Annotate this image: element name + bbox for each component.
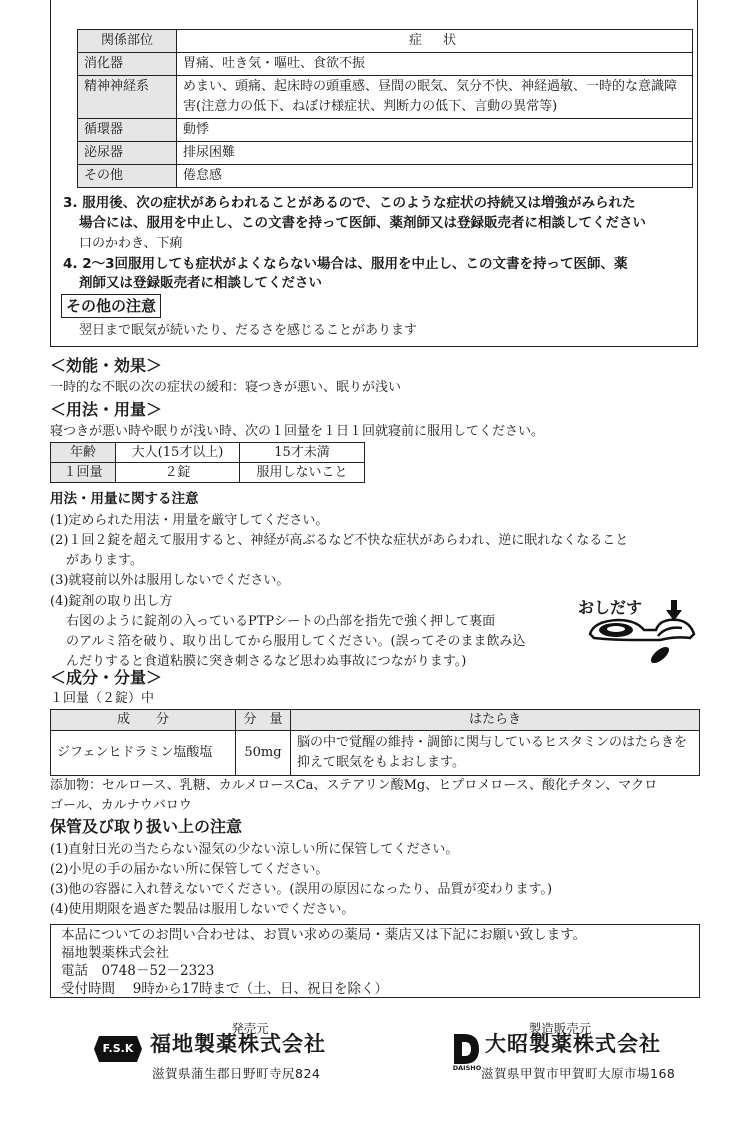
daisho-logo-icon (452, 1033, 482, 1065)
fsk-logo-text: F.S.K (102, 1042, 134, 1055)
dosage-row-age (51, 443, 365, 463)
ingredients-header-row (51, 710, 700, 731)
side-effect-part: 精神神経系 (78, 76, 177, 119)
side-effect-symptom: 胃痛、吐き気・嘔吐、食欲不振 (177, 53, 693, 76)
dosage-cell: ２錠 (116, 463, 240, 483)
dosage-cell: １回量 (51, 463, 116, 483)
storage-note-1: (1)直射日光の当たらない湿気の少ない涼しい所に保管してください。 (50, 842, 459, 857)
usage-note-4-line-c: んだりすると食道粘膜に突き刺さるなど思わぬ事故につながります。) (66, 654, 467, 669)
ingredients-header-name: 成 分 (51, 710, 236, 731)
usage-note-2: (2)１回２錠を超えて服用すると、神経が高ぶるなど不快な症状があらわれ、逆に眠れなくなること (50, 533, 629, 548)
ingredients-table (50, 709, 700, 776)
seller-name: 福地製薬株式会社 (150, 1032, 326, 1056)
side-effect-row (78, 142, 693, 165)
daisho-logo-text: DAISHO (452, 1064, 482, 1072)
efficacy-heading: ＜効能・効果＞ (50, 356, 163, 375)
ingredients-subheading: １回量（２錠）中 (50, 691, 155, 706)
seller-address: 滋賀県蒲生郡日野町寺尻824 (152, 1066, 321, 1081)
warning-3-symptoms: 口のかわき、下痢 (79, 236, 183, 251)
warning-3-line-1: 3. 服用後、次の症状があらわれることがあるので、このような症状の持続又は増強がみられた (63, 195, 636, 211)
ingredient-action: 脳の中で覚醒の維持・調節に関与しているヒスタミンのはたらきを抑えて眠気をもよおします。 (291, 731, 700, 776)
side-effect-part: 消化器 (78, 53, 177, 76)
dosage-cell: 15才未満 (240, 443, 365, 463)
storage-note-2: (2)小児の手の届かない所に保管してください。 (50, 862, 329, 877)
contact-company: 福地製薬株式会社 (61, 945, 169, 961)
ingredients-row (51, 731, 700, 776)
side-effect-table-body (78, 30, 693, 188)
ingredients-heading: ＜成分・分量＞ (50, 668, 163, 687)
ingredients-header-amount: 分 量 (236, 710, 291, 731)
manufacturer-label: 製造販売元 (528, 1021, 592, 1036)
contact-intro: 本品についてのお問い合わせは、お買い求めの薬局・薬店又は下記にお願い致します。 (61, 927, 587, 943)
side-effect-symptom: 症 状 (177, 30, 693, 53)
side-effect-part: 関係部位 (78, 30, 177, 53)
side-effect-row (78, 76, 693, 119)
side-effect-symptom: 倦怠感 (177, 165, 693, 188)
usage-note-4-line-b: のアルミ箔を破り、取り出してから服用してください。(誤ってそのまま飲み込 (66, 634, 526, 649)
usage-note-2-cont: があります。 (66, 553, 143, 568)
press-out-label: おしだす (578, 598, 643, 617)
usage-note-4: (4)錠剤の取り出し方 (50, 594, 173, 609)
dosage-cell: 年齢 (51, 443, 116, 463)
contact-hours: 受付時間 9時から17時まで（土、日、祝日を除く） (61, 981, 389, 997)
side-effect-symptom: 排尿困難 (177, 142, 693, 165)
storage-note-3: (3)他の容器に入れ替えないでください。(誤用の原因になったり、品質が変わります。) (50, 882, 553, 897)
dosage-cell: 服用しないこと (240, 463, 365, 483)
usage-note-1: (1)定められた用法・用量を厳守してください。 (50, 513, 329, 528)
storage-heading: 保管及び取り扱い上の注意 (50, 817, 243, 836)
ingredient-name: ジフェンヒドラミン塩酸塩 (51, 731, 236, 776)
other-notice-title: その他の注意 (61, 294, 161, 318)
seller-label: 発売元 (231, 1021, 269, 1036)
warning-3-line-2: 場合には、服用を中止し、この文書を持って医師、薬剤師又は登録販売者に相談してください (79, 215, 646, 231)
storage-note-4: (4)使用期限を過ぎた製品は服用しないでください。 (50, 902, 355, 917)
side-effect-symptom: 動悸 (177, 119, 693, 142)
contact-box (50, 924, 700, 998)
usage-notes-heading: 用法・用量に関する注意 (50, 491, 199, 507)
warning-4-line-1: 4. 2～3回服用しても症状がよくならない場合は、服用を中止し、この文書を持って医師、薬 (63, 256, 628, 272)
side-effect-part: 泌尿器 (78, 142, 177, 165)
ingredients-header-action: はたらき (291, 710, 700, 731)
ingredient-amount: 50mg (236, 731, 291, 776)
dosage-cell: 大人(15才以上) (116, 443, 240, 463)
dosage-row-amount (51, 463, 365, 483)
side-effect-row (78, 165, 693, 188)
daisho-logo (452, 1033, 482, 1075)
other-notice-text: 翌日まで眠気が続いたり、だるさを感じることがあります (79, 323, 418, 338)
additives-line-2: ゴール、カルナウバロウ (50, 798, 192, 813)
usage-heading: ＜用法・用量＞ (50, 400, 163, 419)
manufacturer-address: 滋賀県甲賀市甲賀町大原市場168 (481, 1066, 676, 1081)
usage-text: 寝つきが悪い時や眠りが浅い時、次の１回量を１日１回就寝前に服用してください。 (50, 424, 545, 439)
efficacy-text: 一時的な不眠の次の症状の緩和：寝つきが悪い、眠りが浅い (50, 380, 402, 395)
manufacturer-name: 大昭製薬株式会社 (485, 1032, 661, 1056)
dosage-table (50, 442, 365, 483)
usage-note-3: (3)就寝前以外は服用しないでください。 (50, 573, 290, 588)
press-out-illustration (586, 596, 698, 664)
fsk-logo (93, 1034, 143, 1064)
side-effect-part: 循環器 (78, 119, 177, 142)
side-effect-row (78, 53, 693, 76)
side-effect-header-row (78, 30, 693, 53)
usage-note-4-line-a: 右図のように錠剤の入っているPTPシートの凸部を指先で強く押して裏面 (66, 614, 496, 629)
side-effect-symptom: めまい、頭痛、起床時の頭重感、昼間の眠気、気分不快、神経過敏、一時的な意識障害(注意力の低下、ねぼけ様症状、判断力の低下、言動の異常等) (177, 76, 693, 119)
side-effect-part: その他 (78, 165, 177, 188)
side-effect-row (78, 119, 693, 142)
contact-phone: 電話 0748－52－2323 (61, 963, 215, 979)
side-effect-table (77, 29, 693, 188)
additives-line-1: 添加物：セルロース、乳糖、カルメロースCa、ステアリン酸Mg、ヒプロメロース、酸化チタン、マクロ (50, 778, 658, 793)
warning-4-line-2: 剤師又は登録販売者に相談してください (79, 275, 322, 291)
